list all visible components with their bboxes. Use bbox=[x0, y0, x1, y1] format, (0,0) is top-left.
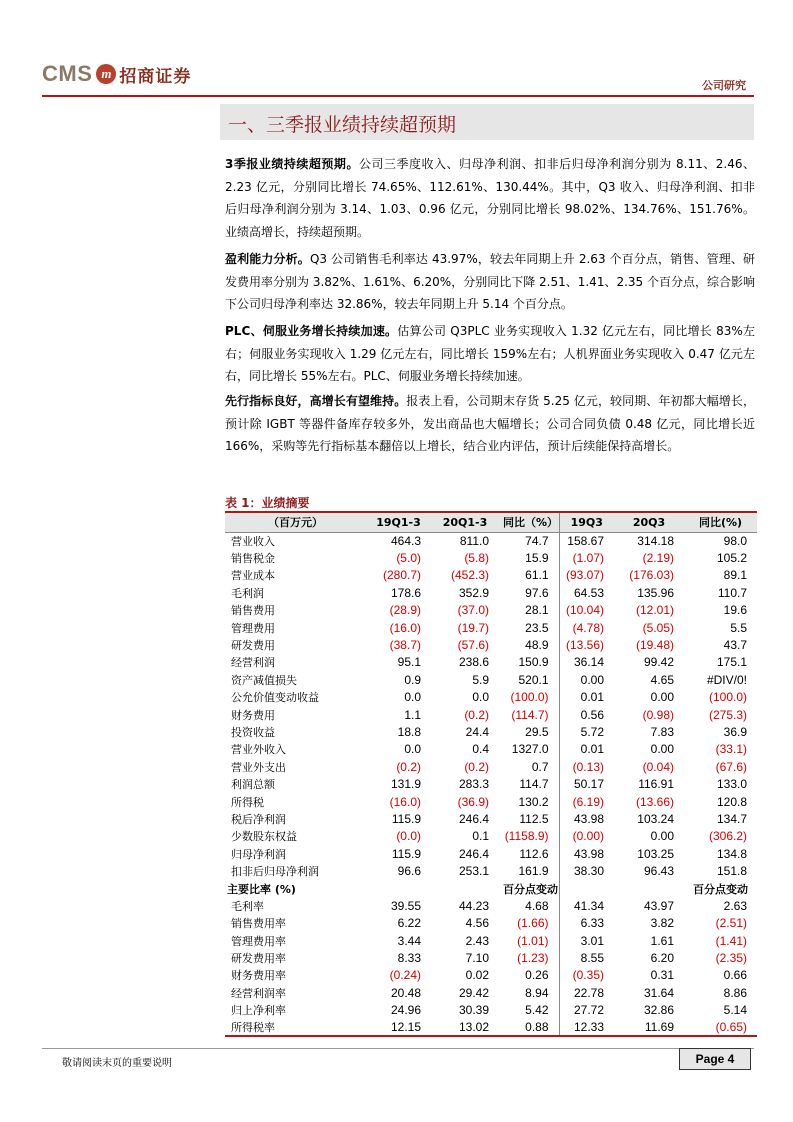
footer-divider bbox=[42, 1048, 754, 1049]
table-cell: 20.48 bbox=[390, 985, 421, 1000]
table-cell: (1.41) bbox=[715, 933, 747, 948]
table-cell: (100.0) bbox=[510, 690, 549, 705]
table-cell: (1.66) bbox=[517, 916, 549, 931]
table-cell: (0.24) bbox=[389, 968, 421, 983]
table-row bbox=[225, 984, 757, 1001]
table-cell: 4.56 bbox=[465, 916, 489, 931]
table-cell: 2.43 bbox=[465, 933, 489, 948]
row-label: 毛利润 bbox=[231, 586, 264, 600]
row-label: 所得税 bbox=[231, 795, 264, 809]
table-cell: 61.1 bbox=[525, 568, 549, 583]
table-cell: 0.01 bbox=[559, 741, 614, 758]
table-row bbox=[225, 636, 757, 653]
row-label: 公允价值变动收益 bbox=[231, 691, 319, 705]
table-cell: (19.48) bbox=[635, 638, 674, 653]
table-cell: 3.01 bbox=[559, 932, 614, 949]
table-cell: 5.14 bbox=[723, 1003, 747, 1018]
table-cell: 13.02 bbox=[431, 1019, 499, 1036]
paragraph-lead: PLC、伺服业务增长持续加速。 bbox=[225, 324, 398, 338]
table-cell: (57.6) bbox=[457, 638, 489, 653]
table-cell: 97.6 bbox=[525, 585, 549, 600]
table-cell: 6.20 bbox=[650, 951, 674, 966]
paragraph-lead: 盈利能力分析。 bbox=[225, 252, 310, 266]
row-label: 营业外支出 bbox=[231, 760, 286, 774]
table-cell: 178.6 bbox=[390, 585, 421, 600]
table-cell: (114.7) bbox=[511, 707, 549, 722]
table-cell: #DIV/0! bbox=[706, 672, 747, 687]
table-row bbox=[225, 741, 757, 758]
logo-chinese-name: 招商证券 bbox=[119, 66, 192, 87]
column-header: 20Q1-3 bbox=[431, 512, 499, 532]
table-cell: 175.1 bbox=[716, 655, 747, 670]
row-label: 少数股东权益 bbox=[231, 830, 297, 844]
table-row bbox=[225, 828, 757, 845]
table-cell: 30.39 bbox=[458, 1003, 489, 1018]
table-row bbox=[225, 967, 757, 984]
table-cell: 74.7 bbox=[525, 533, 549, 548]
table-row bbox=[225, 915, 757, 932]
footer-disclaimer-note: 敬请阅读末页的重要说明 bbox=[62, 1058, 172, 1069]
table-cell: 50.17 bbox=[559, 775, 614, 792]
row-label: 财务费用 bbox=[231, 708, 275, 722]
table-cell: 352.9 bbox=[458, 585, 489, 600]
table-row bbox=[225, 793, 757, 810]
table-cell: 314.18 bbox=[637, 533, 674, 548]
paragraph-body: 估算公司 Q3PLC 业务实现收入 1.32 亿元左右，同比增长 83%左右；伺服业务实现收入 1.29 亿元左右，同比增长 159%左右；人机界面业务实现收入 0.47 亿元左右，同比增长 55%左右。PLC、伺服业务增长持续加速。 bbox=[225, 324, 755, 383]
table-cell: 246.4 bbox=[458, 811, 489, 826]
table-row bbox=[225, 619, 757, 636]
column-header: 同比（%） bbox=[499, 512, 559, 532]
table-cell: (28.9) bbox=[389, 603, 421, 618]
row-label: 销售费用 bbox=[231, 604, 275, 618]
table-cell: 4.65 bbox=[650, 672, 674, 687]
table-cell: 110.7 bbox=[717, 585, 747, 600]
table-cell: 8.86 bbox=[723, 985, 747, 1000]
table-cell: 98.0 bbox=[723, 533, 747, 548]
paragraph-body: 公司三季度收入、归母净利润、扣非后归母净利润分别为 8.11、2.46、2.23 亿元，分别同比增长 74.65%、112.61%、130.44%。其中，Q3 收入、归母净利润、扣非后归母净利润分别为 3.14、1.03、0.96 亿元，分别同比增长 98.02%、134.76%、151.76%。业绩高增长，持续超预期。 bbox=[225, 157, 755, 239]
table-cell: (0.13) bbox=[559, 758, 614, 775]
table-cell: 43.98 bbox=[559, 845, 614, 862]
table-cell: 130.2 bbox=[518, 794, 549, 809]
table-cell: 0.1 bbox=[472, 829, 489, 844]
table-cell: (93.07) bbox=[559, 567, 614, 584]
table-cell: (5.8) bbox=[464, 551, 489, 566]
table-cell: 4.68 bbox=[525, 898, 549, 913]
table-cell: 112.6 bbox=[519, 846, 549, 861]
table-cell: 22.78 bbox=[559, 984, 614, 1001]
table-cell: 520.1 bbox=[518, 672, 549, 687]
table-cell: (2.51) bbox=[715, 916, 747, 931]
table-cell: (16.0) bbox=[389, 794, 421, 809]
table-cell: (38.7) bbox=[389, 638, 421, 653]
table-cell: (306.2) bbox=[708, 829, 747, 844]
table-row bbox=[225, 584, 757, 601]
table-cell: 48.9 bbox=[525, 638, 549, 653]
table-row bbox=[225, 1002, 757, 1019]
table-row bbox=[225, 897, 757, 914]
row-label: 销售税金 bbox=[231, 552, 275, 566]
table-cell: (10.04) bbox=[559, 602, 614, 619]
table-row bbox=[225, 810, 757, 827]
table-header-row bbox=[225, 512, 757, 532]
table-cell: (19.7) bbox=[457, 620, 489, 635]
table-cell: (2.19) bbox=[642, 551, 674, 566]
table-cell: (1.07) bbox=[559, 549, 614, 566]
table-cell: 0.00 bbox=[650, 742, 674, 757]
table-cell: 238.6 bbox=[458, 655, 489, 670]
paragraph-plc-servo bbox=[225, 320, 755, 388]
table-cell: (0.0) bbox=[396, 829, 421, 844]
table-cell: 12.33 bbox=[559, 1019, 614, 1036]
table-row bbox=[225, 532, 757, 549]
table-cell: 5.9 bbox=[472, 672, 489, 687]
row-label: 营业成本 bbox=[231, 569, 275, 583]
table-cell: (0.2) bbox=[464, 759, 489, 774]
table-cell: 0.0 bbox=[404, 690, 421, 705]
table-cell: 464.3 bbox=[390, 533, 421, 548]
table-cell: 0.02 bbox=[465, 968, 489, 983]
table-cell: 105.2 bbox=[716, 551, 747, 566]
table-cell: 39.55 bbox=[390, 898, 421, 913]
table-cell: 0.88 bbox=[499, 1019, 559, 1036]
paragraph-profitability bbox=[225, 248, 755, 316]
table-row bbox=[225, 567, 757, 584]
change-label: 百分点变动 bbox=[693, 882, 748, 896]
table-cell: 811.0 bbox=[459, 533, 489, 548]
table-cell: 253.1 bbox=[458, 864, 489, 879]
change-label: 百分点变动 bbox=[503, 882, 558, 896]
table-cell: (16.0) bbox=[389, 620, 421, 635]
row-label: 管理费用率 bbox=[231, 934, 286, 948]
table-cell: (0.04) bbox=[642, 759, 674, 774]
table-cell: 131.9 bbox=[390, 777, 421, 792]
table-cell: 161.9 bbox=[518, 864, 549, 879]
ratio-section-header bbox=[225, 880, 757, 897]
table-cell: (13.66) bbox=[635, 794, 674, 809]
table-cell: 246.4 bbox=[458, 846, 489, 861]
table-cell: 0.0 bbox=[472, 690, 489, 705]
table-cell: (0.35) bbox=[559, 967, 614, 984]
column-header: 19Q3 bbox=[559, 512, 614, 532]
document-type: 公司研究 bbox=[702, 79, 746, 92]
table-cell: 0.4 bbox=[472, 742, 489, 757]
table-cell: (5.05) bbox=[642, 620, 674, 635]
table-cell bbox=[559, 880, 684, 897]
row-label: 经营利润率 bbox=[231, 986, 286, 1000]
paragraph-leading-indicators bbox=[225, 390, 755, 458]
table-cell: 0.0 bbox=[404, 742, 421, 757]
column-header: 19Q1-3 bbox=[366, 512, 431, 532]
table-row bbox=[225, 1019, 757, 1036]
page-number: Page 4 bbox=[679, 1048, 751, 1070]
table-cell: 41.34 bbox=[559, 897, 614, 914]
table-row bbox=[225, 723, 757, 740]
table-cell: 0.01 bbox=[559, 689, 614, 706]
table-cell: 23.5 bbox=[525, 620, 549, 635]
row-label: 营业外收入 bbox=[231, 743, 286, 757]
table-cell: (0.00) bbox=[559, 828, 614, 845]
table-cell: 18.8 bbox=[397, 724, 421, 739]
table-cell: 115.9 bbox=[391, 846, 421, 861]
table-row bbox=[225, 602, 757, 619]
table-cell: 103.24 bbox=[637, 811, 674, 826]
table-cell: 135.96 bbox=[637, 585, 674, 600]
table-cell: 43.7 bbox=[723, 638, 747, 653]
table-cell: 3.82 bbox=[650, 916, 674, 931]
paragraph-lead: 先行指标良好，高增长有望维持。 bbox=[225, 394, 407, 408]
table-cell: 29.42 bbox=[458, 985, 489, 1000]
table-row bbox=[225, 862, 757, 879]
table-cell: 8.94 bbox=[525, 985, 549, 1000]
table-cell: 151.8 bbox=[716, 864, 747, 879]
row-label: 毛利率 bbox=[231, 899, 264, 913]
table-cell: 31.64 bbox=[643, 985, 674, 1000]
table-cell: 150.9 bbox=[518, 655, 549, 670]
table-cell: 0.00 bbox=[650, 690, 674, 705]
table-cell: 96.6 bbox=[397, 864, 421, 879]
table-cell: 1327.0 bbox=[511, 742, 549, 757]
table-cell: 115.9 bbox=[391, 811, 421, 826]
table-cell: 89.1 bbox=[723, 568, 747, 583]
table-row bbox=[225, 845, 757, 862]
paragraph-body: Q3 公司销售毛利率达 43.97%，较去年同期上升 2.63 个百分点，销售、管理、研发费用率分别为 3.82%、1.61%、6.20%，分别同比下降 2.51、1.41、2.35 个百分点，综合影响下公司归母净利率达 32.86%，较去年同期上升 5.14 个百分点。 bbox=[225, 252, 755, 311]
table-cell: 120.8 bbox=[716, 794, 747, 809]
column-header: 同比(%) bbox=[684, 512, 757, 532]
table-cell: (0.2) bbox=[464, 707, 489, 722]
row-label: 扣非后归母净利润 bbox=[231, 865, 319, 879]
table-cell: 11.69 bbox=[614, 1019, 684, 1036]
table-cell: 0.66 bbox=[723, 968, 747, 983]
row-label: 研发费用 bbox=[231, 639, 275, 653]
row-label: 管理费用 bbox=[231, 621, 275, 635]
paragraph-q3-results bbox=[225, 153, 755, 243]
table-cell: (6.19) bbox=[559, 793, 614, 810]
table-cell: 96.43 bbox=[643, 864, 674, 879]
table-cell: (33.1) bbox=[715, 742, 747, 757]
row-label: 研发费用率 bbox=[231, 952, 286, 966]
table-cell: 5.5 bbox=[730, 620, 747, 635]
table-cell: 1.61 bbox=[650, 933, 674, 948]
table-cell: 27.72 bbox=[559, 1002, 614, 1019]
table-cell: 8.33 bbox=[397, 951, 421, 966]
row-label: 归上净利率 bbox=[231, 1004, 286, 1018]
table-cell: (12.01) bbox=[635, 603, 674, 618]
table-cell: (37.0) bbox=[457, 603, 489, 618]
row-label: 税后净利润 bbox=[231, 812, 286, 826]
table-cell: (0.98) bbox=[642, 707, 674, 722]
table-cell: 0.9 bbox=[404, 672, 421, 687]
table-cell: 64.53 bbox=[559, 584, 614, 601]
column-header: 20Q3 bbox=[614, 512, 684, 532]
logo-mark-icon: m bbox=[96, 64, 116, 84]
table-cell: 24.96 bbox=[390, 1003, 421, 1018]
table-row bbox=[225, 671, 757, 688]
table-cell: 12.15 bbox=[366, 1019, 431, 1036]
table-row bbox=[225, 775, 757, 792]
table-cell: 44.23 bbox=[458, 898, 489, 913]
section-title: 一、三季报业绩持续超预期 bbox=[220, 104, 754, 140]
header-divider bbox=[42, 95, 754, 97]
table-cell: 28.1 bbox=[525, 603, 549, 618]
table-row bbox=[225, 689, 757, 706]
logo-cms-text: CMS bbox=[42, 61, 93, 86]
table-cell: 43.97 bbox=[643, 898, 674, 913]
table-cell: 134.7 bbox=[716, 811, 747, 826]
row-label: 所得税率 bbox=[225, 1019, 366, 1036]
table-cell: 24.4 bbox=[465, 724, 489, 739]
row-label: 资产减值损失 bbox=[231, 673, 297, 687]
table-row bbox=[225, 654, 757, 671]
row-label: 归母净利润 bbox=[231, 847, 286, 861]
table-cell: (1158.9) bbox=[504, 829, 549, 844]
results-summary-table bbox=[225, 511, 757, 1037]
table-cell: 36.14 bbox=[559, 654, 614, 671]
table-cell: 29.5 bbox=[525, 724, 549, 739]
table-cell: (452.3) bbox=[450, 568, 489, 583]
table-cell: (100.0) bbox=[708, 690, 747, 705]
row-label: 投资收益 bbox=[231, 725, 275, 739]
table-cell: 3.44 bbox=[397, 933, 421, 948]
row-label: 经营利润 bbox=[231, 656, 275, 670]
table-cell: 6.22 bbox=[397, 916, 421, 931]
paragraph-lead: 3季报业绩持续超预期。 bbox=[225, 157, 359, 171]
table-cell: (67.6) bbox=[715, 759, 747, 774]
table-cell: 6.33 bbox=[559, 915, 614, 932]
table-cell: (1.01) bbox=[517, 933, 549, 948]
table-cell: 0.31 bbox=[650, 968, 674, 983]
table-cell: 38.30 bbox=[559, 862, 614, 879]
table-cell: (2.35) bbox=[715, 951, 747, 966]
table-cell: 99.42 bbox=[643, 655, 674, 670]
table-cell: (4.78) bbox=[559, 619, 614, 636]
table-cell: 0.56 bbox=[559, 706, 614, 723]
table-cell: 15.9 bbox=[525, 551, 549, 566]
company-logo bbox=[42, 58, 191, 90]
table-cell: (36.9) bbox=[457, 794, 489, 809]
table-cell: (0.2) bbox=[396, 759, 421, 774]
table-row bbox=[225, 758, 757, 775]
ratio-section-label: 主要比率 (%) bbox=[227, 882, 296, 896]
table-cell: 36.9 bbox=[723, 724, 747, 739]
table-cell: 0.00 bbox=[559, 671, 614, 688]
table-cell: 103.25 bbox=[637, 846, 674, 861]
table-row bbox=[225, 549, 757, 566]
table-cell: 0.7 bbox=[531, 759, 549, 774]
table-cell: (0.65) bbox=[684, 1019, 757, 1036]
table-cell: 8.55 bbox=[559, 949, 614, 966]
table-cell: 116.91 bbox=[638, 777, 674, 792]
table-cell: 114.7 bbox=[519, 777, 549, 792]
table-cell: (1.23) bbox=[517, 951, 549, 966]
table-row bbox=[225, 932, 757, 949]
table-cell: 0.26 bbox=[525, 968, 549, 983]
table-cell: 5.42 bbox=[525, 1003, 549, 1018]
table-cell: 2.63 bbox=[723, 898, 747, 913]
table-cell: 7.10 bbox=[465, 951, 489, 966]
table-cell: (5.0) bbox=[396, 551, 421, 566]
table-cell: (275.3) bbox=[708, 707, 747, 722]
row-label: 销售费用率 bbox=[231, 917, 286, 931]
table-cell bbox=[366, 880, 499, 897]
column-header: （百万元） bbox=[225, 512, 366, 532]
table-cell: 0.00 bbox=[650, 829, 674, 844]
table-cell: 5.72 bbox=[559, 723, 614, 740]
table-row bbox=[225, 949, 757, 966]
table-cell: (13.56) bbox=[559, 636, 614, 653]
table-cell: 43.98 bbox=[559, 810, 614, 827]
table-row bbox=[225, 706, 757, 723]
table-cell: 95.1 bbox=[397, 655, 421, 670]
table-cell: 32.86 bbox=[643, 1003, 674, 1018]
paragraph-body: 报表上看，公司期末存货 5.25 亿元，较同期、年初都大幅增长，预计除 IGBT 等器件备库存较多外，发出商品也大幅增长；公司合同负债 0.48 亿元，同比增长近 166%，采购等先行指标基本翻倍以上增长，结合业内评估，预计后续能保持高增长。 bbox=[225, 394, 755, 453]
table-cell: 134.8 bbox=[716, 846, 747, 861]
table-cell: 1.1 bbox=[404, 707, 421, 722]
table-cell: 283.3 bbox=[458, 777, 489, 792]
row-label: 财务费用率 bbox=[231, 969, 286, 983]
table-cell: (176.03) bbox=[629, 568, 674, 583]
row-label: 利润总额 bbox=[231, 778, 275, 792]
table-cell: 7.83 bbox=[650, 724, 674, 739]
table-cell: 133.0 bbox=[716, 777, 747, 792]
table-cell: 158.67 bbox=[559, 532, 614, 549]
table-title: 表 1：业绩摘要 bbox=[225, 496, 310, 510]
table-cell: 112.5 bbox=[519, 811, 549, 826]
row-label: 营业收入 bbox=[231, 534, 275, 548]
table-cell: (280.7) bbox=[382, 568, 421, 583]
table-cell: 19.6 bbox=[723, 603, 747, 618]
